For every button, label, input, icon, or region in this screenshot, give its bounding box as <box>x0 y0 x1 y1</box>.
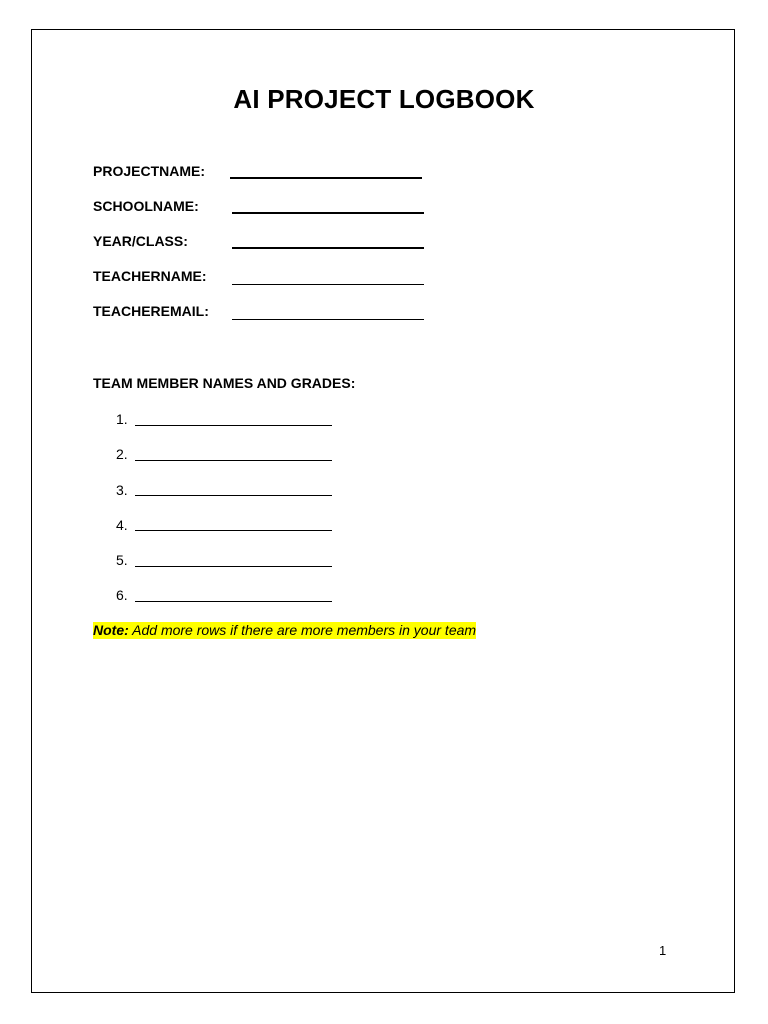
teacher-email-label: TEACHEREMAIL: <box>93 303 209 319</box>
team-member-number: 1. <box>116 411 128 427</box>
teacher-email-line[interactable] <box>232 319 424 320</box>
team-member-number: 5. <box>116 552 128 568</box>
team-member-line[interactable] <box>135 566 332 567</box>
document-title: AI PROJECT LOGBOOK <box>233 84 535 114</box>
note-text <box>93 622 476 639</box>
year-class-label: YEAR/CLASS: <box>93 233 188 249</box>
team-member-number: 6. <box>116 587 128 603</box>
team-member-line[interactable] <box>135 530 332 531</box>
team-member-line[interactable] <box>135 601 332 602</box>
team-member-number: 2. <box>116 446 128 462</box>
team-member-line[interactable] <box>135 425 332 426</box>
team-member-number: 3. <box>116 482 128 498</box>
page-number: 1 <box>659 943 667 958</box>
note-prefix: Note: <box>93 622 129 638</box>
school-name-label: SCHOOLNAME: <box>93 198 199 214</box>
year-class-line[interactable] <box>232 247 424 249</box>
team-member-line[interactable] <box>135 495 332 496</box>
school-name-line[interactable] <box>232 212 424 214</box>
teacher-name-label: TEACHERNAME: <box>93 268 207 284</box>
project-name-line[interactable] <box>230 177 422 179</box>
team-member-line[interactable] <box>135 460 332 461</box>
team-member-number: 4. <box>116 517 128 533</box>
teacher-name-line[interactable] <box>232 284 424 285</box>
note-body: Add more rows if there are more members in your team <box>128 622 477 638</box>
team-members-heading: TEAM MEMBER NAMES AND GRADES: <box>93 375 356 391</box>
project-name-label: PROJECTNAME: <box>93 163 206 179</box>
